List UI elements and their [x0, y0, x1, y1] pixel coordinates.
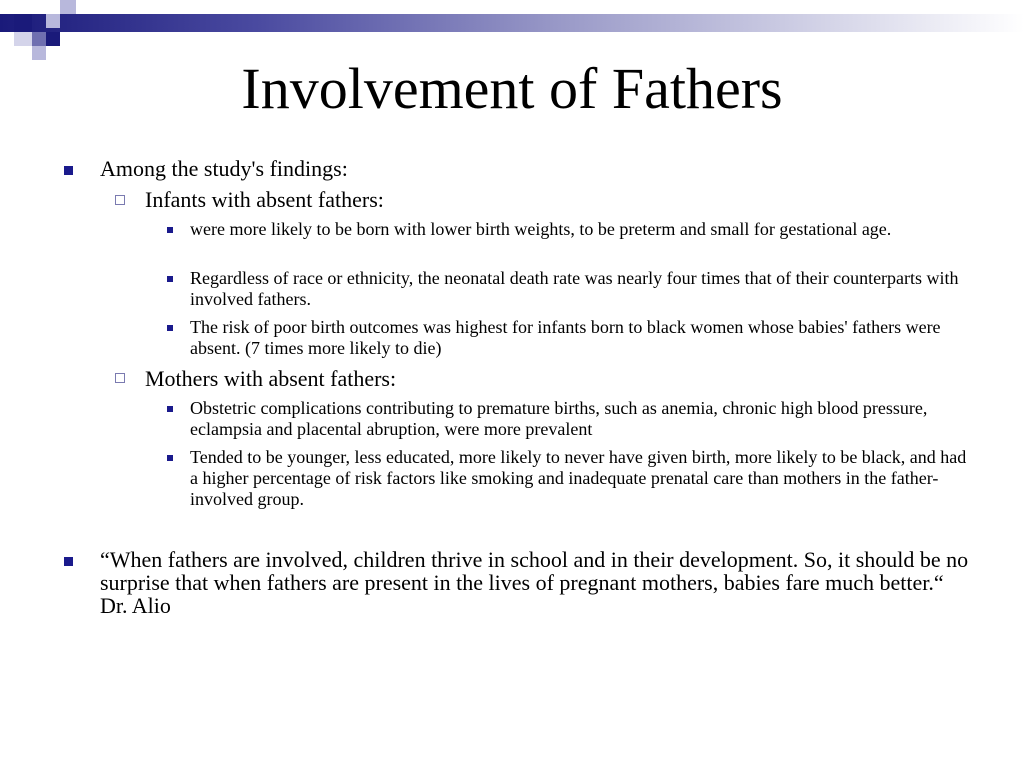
bullet-marker [167, 406, 173, 412]
bullet-level3: Obstetric complications contributing to premature births, such as anemia, chronic high blood pressure, eclampsia and placental abruption, were more prevalent [190, 398, 928, 439]
bullet-marker-hollow [115, 373, 125, 383]
bullet-marker [64, 166, 73, 175]
bullet-level2: Infants with absent fathers: [145, 187, 384, 212]
bullet-marker [167, 227, 173, 233]
bullet-level1: Among the study's findings: [100, 156, 348, 181]
slide-title: Involvement of Fathers [241, 56, 783, 121]
bullet-level3: Regardless of race or ethnicity, the neonatal death rate was nearly four times that of their counterparts with involved fathers. [190, 268, 959, 309]
bullet-marker [64, 557, 73, 566]
bullet-level3: were more likely to be born with lower birth weights, to be preterm and small for gestational age. [190, 219, 892, 239]
bullet-marker [167, 325, 173, 331]
bullet-marker [167, 455, 173, 461]
bullet-marker-hollow [115, 195, 125, 205]
bullet-level3: Tended to be younger, less educated, more likely to never have given birth, more likely to be black, and had a higher percentage of risk factors like smoking and inadequate prenatal care than mothers in the father-involved group. [190, 447, 967, 509]
bullet-marker [167, 276, 173, 282]
bullet-level1-quote: “When fathers are involved, children thrive in school and in their development. So, it should be no surprise that when fathers are present in the lives of pregnant mothers, babies fare much better.“ Dr. Alio [100, 547, 969, 618]
bullet-level2: Mothers with absent fathers: [145, 366, 397, 391]
bullet-level3: The risk of poor birth outcomes was highest for infants born to black women whose babies' fathers were absent. (7 times more likely to die) [190, 317, 941, 358]
header-gradient-band [0, 14, 1024, 32]
